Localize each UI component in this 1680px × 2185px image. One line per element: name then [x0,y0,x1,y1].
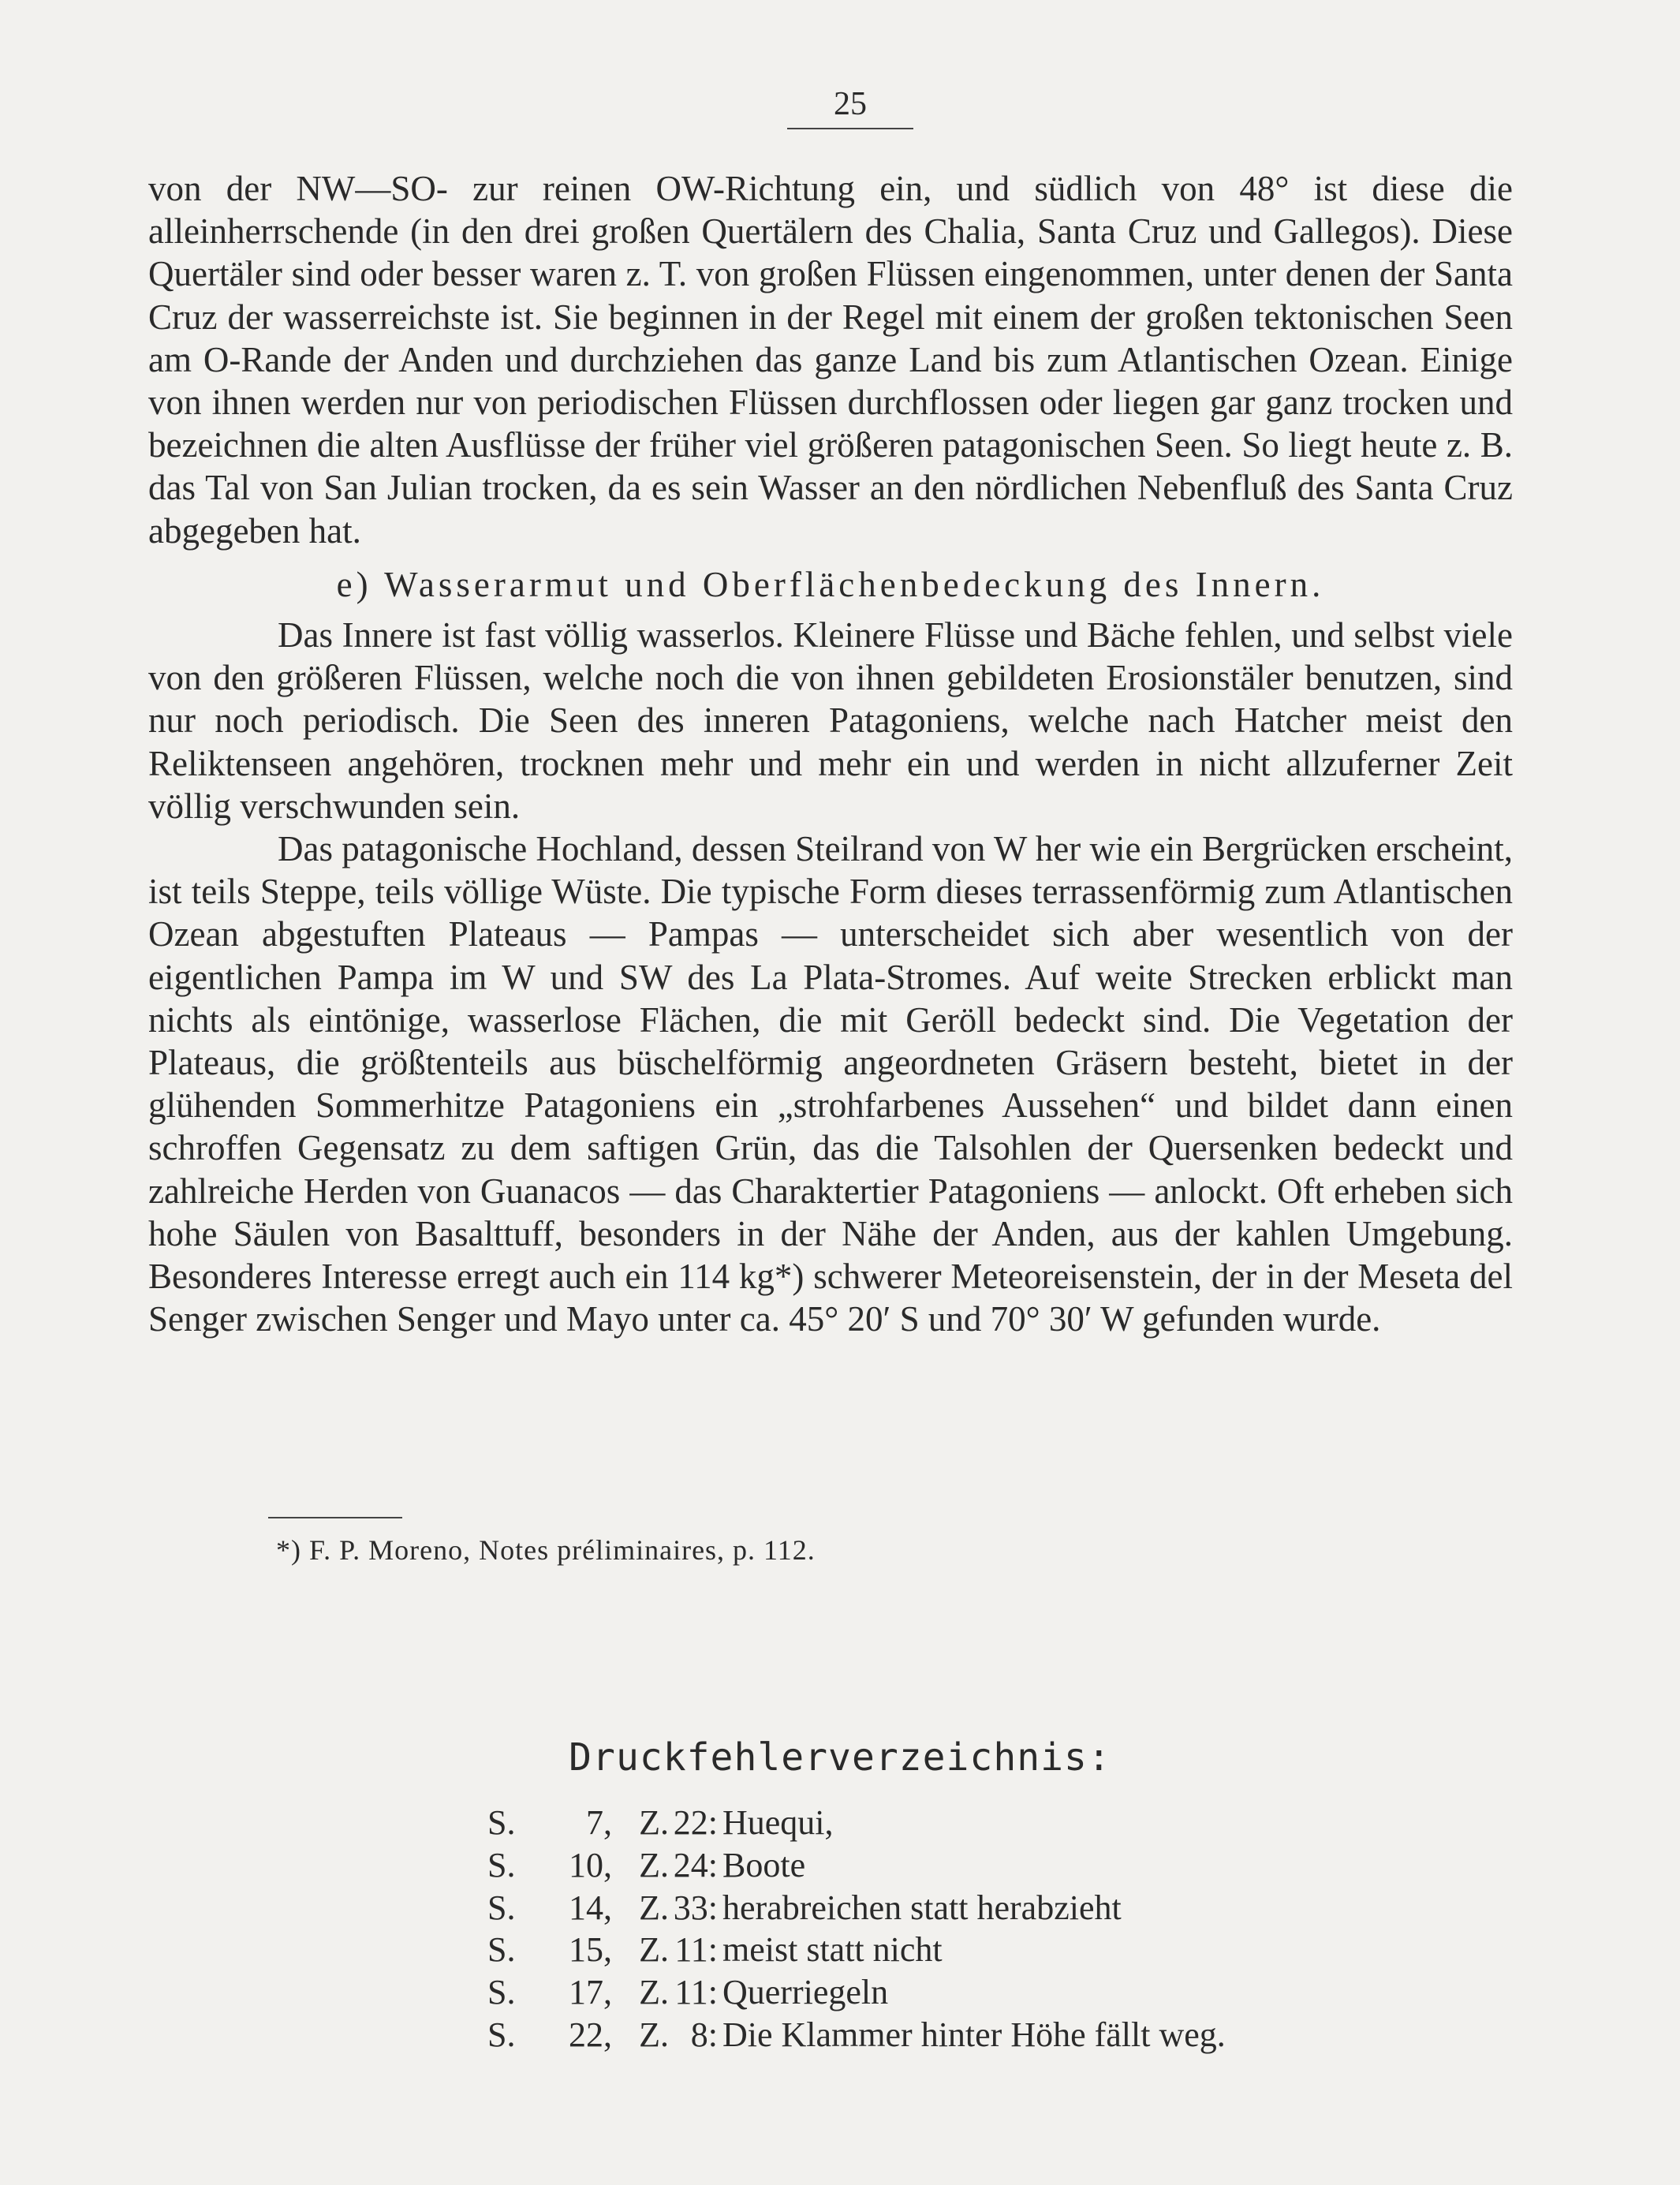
page-number-rule [787,128,913,129]
errata-page: 14, [569,1888,612,1927]
errata-entry [487,1971,1226,2014]
errata-page: 22, [569,2015,612,2054]
errata-page-label: S. [487,1973,516,2012]
errata-entry [487,2014,1226,2056]
page-header [787,85,913,129]
errata-line: 8: [690,2015,718,2054]
errata-page-label: S. [487,1930,516,1970]
section-heading: e) Wasserarmut und Oberflächenbedeckung des Innern. [336,564,1325,604]
errata-page: 17, [569,1973,612,2012]
errata-correction: meist statt nicht [722,1930,943,1970]
body-text [148,167,1513,1340]
errata-line-label: Z. [639,1930,669,1970]
errata-entry [487,1929,1226,1971]
errata-page-label: S. [487,1845,516,1884]
errata-page: 15, [569,1930,612,1970]
errata-line-label: Z. [639,1803,669,1842]
errata-page-label: S. [487,1888,516,1927]
errata-line-label: Z. [639,1845,669,1884]
errata-page: 7, [586,1803,612,1842]
errata-correction: Querriegeln [722,1973,889,2012]
errata-line: 33: [673,1888,718,1927]
errata-page: 10, [569,1845,612,1884]
paragraph: Das patagonische Hochland, dessen Steilrand von W her wie ein Bergrücken erscheint, ist teils Steppe, teils völlige Wüste. Die typische Form dieses terrassenförmig zum Atlantischen Ozean abgestuften Plateaus — Pampas — unterscheidet sich aber wesentlich von der eigentlichen Pampa im W und SW des La Plata-Stromes. Auf weite Strecken erblickt man nichts als eintönige, wasserlose Flächen, die mit Geröll bedeckt sind. Die Vegetation der Plateaus, die größtenteils aus büschelförmig angeordneten Gräsern besteht, bietet in der glühenden Sommerhitze Patagoniens ein „strohfarbenes Aussehen“ und bildet dann einen schroffen Gegensatz zu dem saftigen Grün, das die Talsohlen der Quersenken bedeckt und zahlreiche Herden von Guanacos — das Charaktertier Patagoniens — anlockt. Oft erheben sich hohe Säulen von Basalttuff, besonders in der Nähe der Anden, aus der kahlen Umgebung. Besonderes Interesse erregt auch ein 114 kg*) schwerer Meteoreisenstein, der in der Meseta del Senger zwischen Senger und Mayo unter ca. 45° 20′ S und 70° 30′ W gefunden wurde. [148,829,1513,1339]
errata-correction: Boote [722,1845,806,1884]
errata-entry [487,1844,1226,1887]
errata-entry [487,1802,1226,1844]
errata-line-label: Z. [639,1888,669,1927]
errata-page-label: S. [487,1803,516,1842]
errata-line: 22: [673,1803,718,1842]
errata-correction: Die Klammer hinter Höhe fällt weg. [722,2015,1226,2054]
errata-line: 11: [674,1973,718,2012]
errata-line: 11: [674,1930,718,1970]
footnote: *) F. P. Moreno, Notes préliminaires, p. 112. [276,1534,816,1566]
errata-list [487,1802,1226,2056]
errata-page-label: S. [487,2015,516,2054]
errata-correction: Huequi, [722,1803,834,1842]
errata-line: 24: [673,1845,718,1884]
errata-line-label: Z. [639,1973,669,2012]
footnote-rule [268,1517,402,1518]
paragraph: Das Innere ist fast völlig wasserlos. Kleinere Flüsse und Bäche fehlen, und selbst viele von den größeren Flüssen, welche noch die von ihnen gebildeten Erosionstäler benutzen, sind nur noch periodisch. Die Seen des inneren Patagoniens, welche nach Hatcher meist den Reliktenseen angehören, trocknen mehr und mehr ein und werden in nicht allzuferner Zeit völlig verschwunden sein. [148,615,1513,826]
errata-line-label: Z. [639,2015,669,2054]
paragraph-continued: von der NW—SO- zur reinen OW-Richtung ein, und südlich von 48° ist diese die alleinherrschende (in den drei großen Quertälern des Chalia, Santa Cruz und Gallegos). Diese Quertäler sind oder besser waren z. T. von großen Flüssen eingenommen, unter denen der Santa Cruz der wasserreichste ist. Sie beginnen in der Regel mit einem der großen tektonischen Seen am O-Rande der Anden und durchziehen das ganze Land bis zum Atlantischen Ozean. Einige von ihnen werden nur von periodischen Flüssen durchflossen oder liegen gar ganz trocken und bezeichnen die alten Ausflüsse der früher viel größeren patagonischen Seen. So liegt heute z. B. das Tal von San Julian trocken, da es sein Wasser an den nördlichen Nebenfluß des Santa Cruz abgegeben hat. [148,169,1513,551]
errata-title: Druckfehlerverzeichnis: [569,1735,1111,1780]
page-number: 25 [834,86,867,122]
errata-entry [487,1887,1226,1929]
errata-correction: herabreichen statt herabzieht [722,1888,1122,1927]
